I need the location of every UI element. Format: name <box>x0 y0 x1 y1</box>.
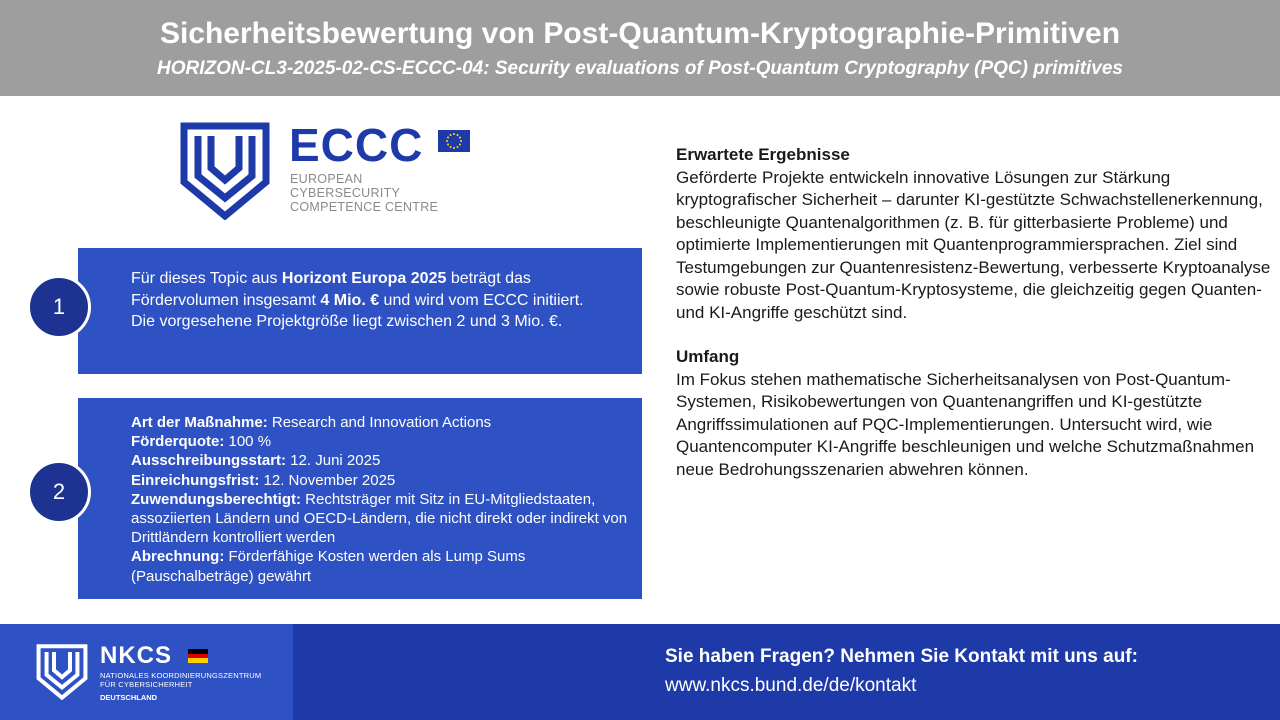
detail-item <box>131 451 632 470</box>
nkcs-subtitle-line2: FÜR CYBERSICHERHEIT <box>100 680 193 689</box>
funding-text-part: Für dieses Topic aus <box>131 270 282 287</box>
detail-item <box>131 471 632 490</box>
slide-title: Sicherheitsbewertung von Post-Quantum-Kryptographie-Primitiven <box>159 17 1121 50</box>
nkcs-wordmark: NKCS <box>100 642 173 669</box>
detail-label: Art der Maßnahme: <box>131 414 268 431</box>
section-spacer <box>676 324 1276 346</box>
detail-label: Einreichungsfrist: <box>131 471 260 489</box>
scope-body: Im Fokus stehen mathematische Sicherheitsanalysen von Post-Quantum-Systemen, Risikobewertungen von Quantenangriffen und KI-gestützte Angriffssimulationen auf PQC-Implementierungen. Untersucht wird, wie Quantencomputer KI-Angriffe beschleunigen und welche Schutzmaßnahmen neue Bedrohungsszenarien abwehren können. <box>676 369 1255 479</box>
eccc-subtitle <box>290 172 475 214</box>
contact-link[interactable]: www.nkcs.bund.de/de/kontakt <box>665 675 917 696</box>
contact-area <box>293 624 1280 720</box>
call-details-box <box>78 398 642 599</box>
eccc-wordmark: ECCC <box>289 119 424 171</box>
funding-info-box <box>78 248 642 374</box>
slide-header <box>0 0 1280 96</box>
funding-amount: 4 Mio. € <box>320 291 380 309</box>
german-flag-icon <box>188 649 208 663</box>
detail-item <box>131 490 632 548</box>
detail-label: Ausschreibungsstart: <box>131 452 287 470</box>
funding-text-part: beträgt das Fördervolumen insgesamt <box>131 270 531 309</box>
detail-value: Förderfähige Kosten werden als Lump Sums (Pauschalbeträge) gewährt <box>131 548 526 585</box>
detail-value: 100 % <box>224 433 272 451</box>
contact-question: Sie haben Fragen? Nehmen Sie Kontakt mit uns auf: <box>665 646 1138 667</box>
eu-flag-icon <box>438 130 470 152</box>
step-number-1: 1 <box>27 275 91 339</box>
nkcs-country: DEUTSCHLAND <box>100 693 158 702</box>
detail-item <box>131 547 632 585</box>
eccc-shield-icon <box>180 122 270 220</box>
nkcs-shield-icon <box>35 644 89 700</box>
results-body: Geförderte Projekte entwickeln innovative Lösungen zur Stärkung kryptografischer Sicherheit – darunter KI-gestützte Schwachstellenerkennung, beschleunigte Quantenalgorithmen (z. B. für gitterbasierte Probleme) und optimierte Implementierungen mit Quantenprogrammiersprachen. Ziel sind Testumgebungen zur Quantenresistenz-Bewertung, verbesserte Kryptoanalyse sowie robuste Post-Quantum-Kryptosysteme, die gleichzeitig gegen Quanten- und KI-Angriffe geschützt sind. <box>676 167 1271 322</box>
scope-heading: Umfang <box>676 347 740 366</box>
step-number-2: 2 <box>27 460 91 524</box>
nkcs-subtitle-line1: NATIONALES KOORDINIERUNGSZENTRUM <box>100 671 262 680</box>
eccc-subtitle-line2: COMPETENCE CENTRE <box>290 200 439 214</box>
detail-value: 12. Juni 2025 <box>286 452 381 470</box>
nkcs-subtitle <box>100 671 261 689</box>
detail-label: Zuwendungsberechtigt: <box>131 490 301 508</box>
results-heading: Erwartete Ergebnisse <box>676 145 850 164</box>
slide-subtitle: HORIZON-CL3-2025-02-CS-ECCC-04: Security evaluations of Post-Quantum Cryptography (PQC) primitives <box>157 58 1123 79</box>
call-details-list <box>131 413 632 586</box>
description-panel <box>676 144 1276 481</box>
detail-value: 12. November 2025 <box>259 471 396 489</box>
detail-label: Förderquote: <box>131 433 225 451</box>
program-name: Horizont Europa 2025 <box>281 270 447 287</box>
eccc-logo <box>180 119 475 220</box>
funding-text-part: und wird vom ECCC initiiert. Die vorgesehene Projektgröße liegt zwischen 2 und 3 Mio. €. <box>131 291 584 330</box>
detail-value: Research and Innovation Actions <box>267 414 492 431</box>
detail-item <box>131 432 632 451</box>
eccc-subtitle-line1: EUROPEAN CYBERSECURITY <box>290 172 401 200</box>
detail-label: Abrechnung: <box>131 548 225 566</box>
nkcs-logo-area <box>0 624 293 720</box>
detail-item <box>131 413 632 432</box>
detail-value: Rechtsträger mit Sitz in EU-Mitgliedstaaten, assoziierten Ländern und OECD-Ländern, die nicht direkt oder indirekt von Drittländern kontrolliert werden <box>131 490 628 547</box>
funding-info-text <box>131 268 604 333</box>
